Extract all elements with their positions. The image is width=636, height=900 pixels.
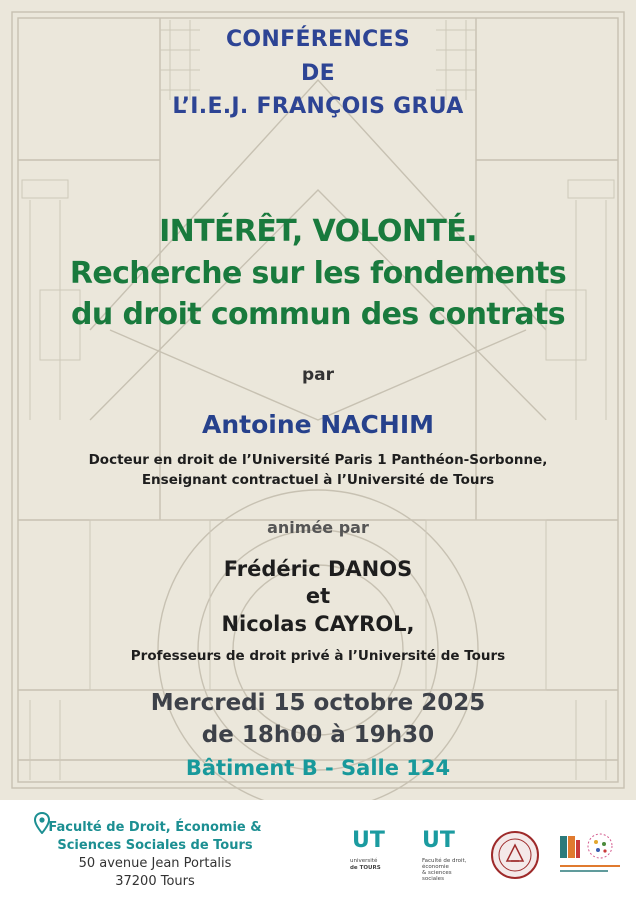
- by-label: par: [301, 365, 335, 385]
- moderator-name-1: Frédéric DANOS: [223, 557, 413, 581]
- lecture-title-line3: du droit commun des contrats: [71, 297, 565, 332]
- moderation-label: animée par: [267, 518, 369, 537]
- moderators-role: Professeurs de droit privé à l’Université de Tours: [130, 648, 506, 664]
- lecture-title-line1: INTÉRÊT, VOLONTÉ.: [159, 214, 477, 249]
- speaker-role-line2: Enseignant contractuel à l’Université de Tours: [141, 472, 495, 488]
- library-logo: [558, 830, 624, 880]
- university-logo-text2: de TOURS: [350, 865, 381, 871]
- faculty-logo: [414, 828, 474, 880]
- address-line2: Sciences Sociales de Tours: [57, 838, 253, 853]
- moderator-connector: et: [305, 584, 331, 608]
- series-title-line1: CONFÉRENCES: [225, 27, 411, 52]
- address-line4: 37200 Tours: [115, 874, 195, 889]
- lecture-title-line2: Recherche sur les fondements: [69, 256, 567, 291]
- series-title-line3: L’I.E.J. FRANÇOIS GRUA: [172, 94, 464, 119]
- faculty-logo-mark: UT: [422, 828, 455, 853]
- address-line1: Faculté de Droit, Économie &: [48, 820, 262, 835]
- speaker-role-line1: Docteur en droit de l’Université Paris 1 Panthéon-Sorbonne,: [88, 452, 548, 468]
- series-title-line2: DE: [301, 61, 335, 86]
- faculty-logo-text2: économie: [422, 864, 449, 870]
- event-date: Mercredi 15 octobre 2025: [150, 690, 486, 716]
- event-room: Bâtiment B - Salle 124: [185, 756, 451, 780]
- institute-seal-logo: [490, 830, 540, 880]
- university-logo: [338, 828, 398, 880]
- faculty-logo-text3: & sciences sociales: [422, 870, 452, 882]
- moderator-name-2: Nicolas CAYROL,: [221, 612, 415, 636]
- university-logo-mark: UT: [352, 828, 385, 853]
- event-time: de 18h00 à 19h30: [201, 722, 435, 748]
- footer: [0, 800, 636, 900]
- university-logo-text1: université: [350, 858, 378, 864]
- address-line3: 50 avenue Jean Portalis: [78, 856, 232, 871]
- faculty-logo-text1: Faculté de droit,: [422, 858, 467, 864]
- speaker-name: Antoine NACHIM: [201, 410, 435, 439]
